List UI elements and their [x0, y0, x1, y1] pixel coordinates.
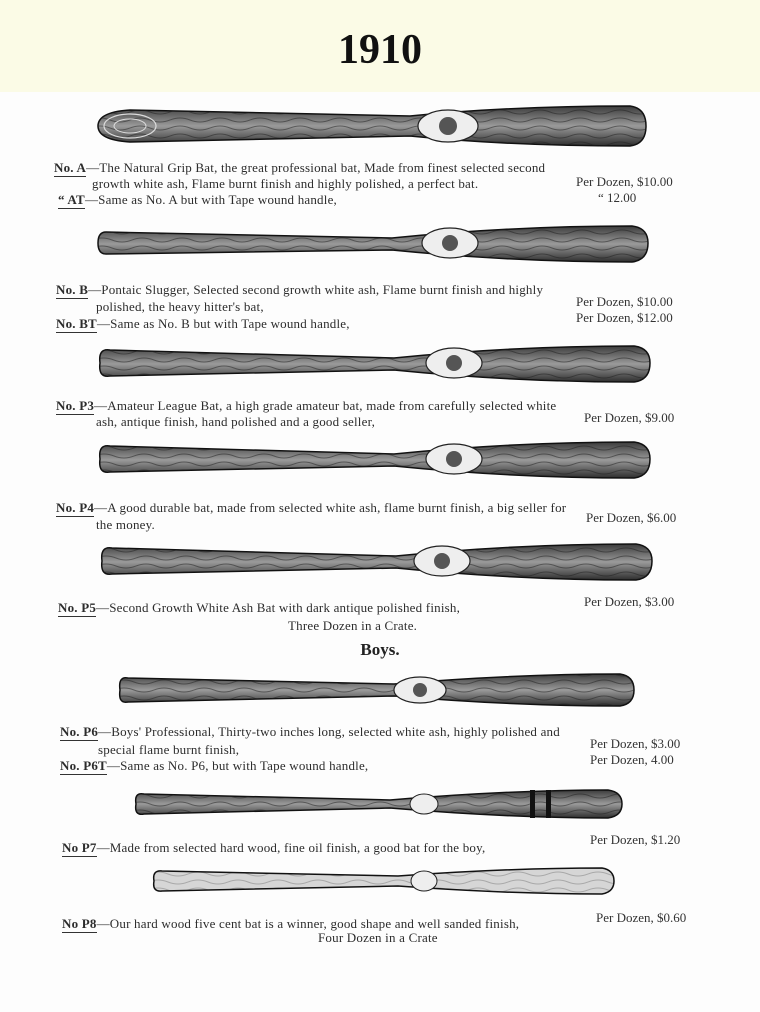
product-bt-price: Per Dozen, $12.00: [576, 310, 673, 325]
product-p8-line2: Four Dozen in a Crate: [318, 930, 438, 945]
bat-p5-illustration: [96, 538, 656, 584]
product-p3-line2: ash, antique finish, hand polished and a good seller,: [96, 414, 376, 429]
product-code: No. P6: [60, 724, 99, 739]
product-b-line2: polished, the heavy hitter's bat,: [96, 299, 264, 314]
product-p7-price: Per Dozen, $1.20: [590, 832, 681, 847]
product-b-price: Per Dozen, $10.00: [576, 294, 673, 309]
bat-p8-illustration: [148, 862, 618, 900]
product-at-price: “ 12.00: [598, 190, 637, 205]
boys-heading: Boys.: [360, 640, 400, 659]
product-p6t-line1: No. P6T—Same as No. P6, but with Tape wound handle,: [60, 758, 369, 773]
product-at-line1: “ AT—Same as No. A but with Tape wound handle,: [58, 192, 337, 207]
product-code: No. A: [54, 160, 87, 175]
product-p3-price: Per Dozen, $9.00: [584, 410, 675, 425]
product-a-price: Per Dozen, $10.00: [576, 174, 673, 189]
product-code: No. B: [56, 282, 89, 297]
product-p3-line1: No. P3—Amateur League Bat, a high grade amateur bat, made from carefully selected white: [56, 398, 557, 413]
product-p4-line1: No. P4—A good durable bat, made from selected white ash, flame burnt finish, a big seller for: [56, 500, 567, 515]
product-p7-line1: No P7—Made from selected hard wood, fine oil finish, a good bat for the boy,: [62, 840, 486, 855]
product-code: “ AT: [58, 192, 85, 207]
bat-a-illustration: [90, 100, 650, 152]
product-p6-line1: No. P6—Boys' Professional, Thirty-two inches long, selected white ash, highly polished and: [60, 724, 560, 739]
bat-p6-illustration: [114, 670, 638, 710]
product-code: No P7: [62, 840, 97, 855]
product-a-line1: No. A—The Natural Grip Bat, the great professional bat, Made from finest selected second: [54, 160, 546, 175]
product-bt-line1: No. BT—Same as No. B but with Tape wound handle,: [56, 316, 350, 331]
product-p5-line2: Three Dozen in a Crate.: [288, 618, 418, 633]
product-p6-line2: special flame burnt finish,: [98, 742, 240, 757]
product-a-line2: growth white ash, Flame burnt finish and highly polished, a perfect bat.: [92, 176, 479, 191]
product-code: No. P5: [58, 600, 97, 615]
product-b-line1: No. B—Pontaic Slugger, Selected second growth white ash, Flame burnt finish and highly: [56, 282, 544, 297]
bat-b-illustration: [92, 220, 652, 266]
product-code: No. P3: [56, 398, 95, 413]
product-code: No P8: [62, 916, 97, 931]
bat-p3-illustration: [94, 340, 654, 386]
product-p6-price: Per Dozen, $3.00: [590, 736, 681, 751]
product-p4-line2: the money.: [96, 517, 155, 532]
product-p5-price: Per Dozen, $3.00: [584, 594, 675, 609]
product-p5-line1: No. P5—Second Growth White Ash Bat with dark antique polished finish,: [58, 600, 461, 615]
product-p6t-price: Per Dozen, 4.00: [590, 752, 674, 767]
product-p8-price: Per Dozen, $0.60: [596, 910, 687, 925]
product-code: No. P6T: [60, 758, 107, 773]
product-code: No. BT: [56, 316, 97, 331]
product-p4-price: Per Dozen, $6.00: [586, 510, 677, 525]
bat-p7-illustration: [130, 784, 626, 824]
page-title: 1910: [338, 27, 422, 73]
title-banner: [0, 0, 760, 92]
product-p8-line1: No P8—Our hard wood five cent bat is a winner, good shape and well sanded finish,: [62, 916, 520, 931]
product-code: No. P4: [56, 500, 95, 515]
bat-p4-illustration: [94, 436, 654, 482]
